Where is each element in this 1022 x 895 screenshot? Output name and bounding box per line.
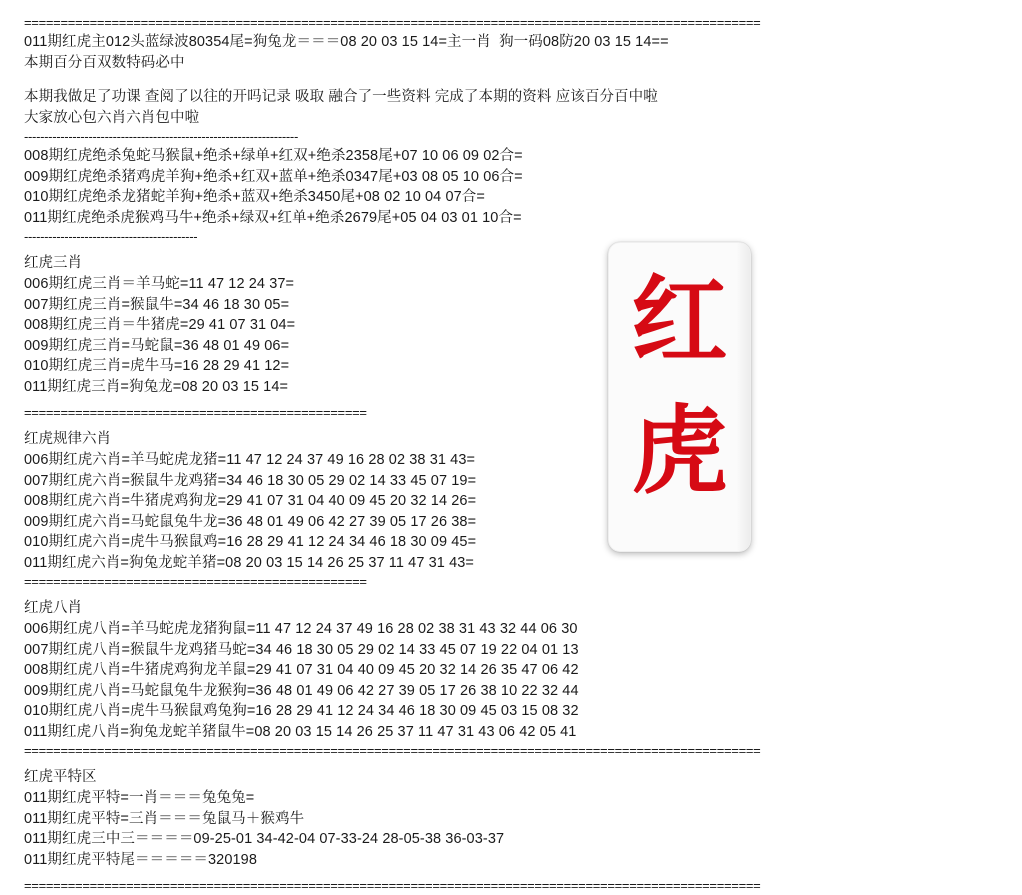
juesha-row: 008期红虎绝杀兔蛇马猴鼠+绝杀+绿单+红双+绝杀2358尾+07 10 06 09 02合= [24,148,523,164]
divider-equals-3: ===================================================================================================== [24,743,761,758]
intro-line-4: 大家放心包六肖六肖包中啦 [24,109,200,126]
baxiao-title: 红虎八肖 [24,600,82,616]
pingte-row: 011期红虎平特=一肖＝＝＝兔兔兔= [24,790,255,806]
spacer [24,422,984,429]
sanxiao-row: 009期红虎三肖=马蛇鼠=36 48 01 49 06= [24,337,290,354]
intro-line-3: 本期我做足了功课 查阅了以往的开吗记录 吸取 融合了一些资料 完成了本期的资料 应该百分百中啦 [24,89,658,105]
spacer [24,397,984,404]
juesha-section [24,146,984,228]
sanxiao-row: 008期红虎三肖＝牛猪虎=29 41 07 31 04= [24,317,296,333]
spacer [24,73,984,87]
pingte-section [24,767,984,870]
sanxiao-row: 007期红虎三肖=猴鼠牛=34 46 18 30 05= [24,296,290,313]
baxiao-section [24,598,984,742]
pingte-row: 011期红虎平特尾＝＝＝＝＝320198 [24,851,258,868]
document-body [24,14,984,895]
sanxiao-row: 006期红虎三肖＝羊马蛇=11 47 12 24 37= [24,276,295,292]
spacer [24,870,984,877]
juesha-row: 010期红虎绝杀龙猪蛇羊狗+绝杀+蓝双+绝杀3450尾+08 02 10 04 07合= [24,189,485,205]
pingte-row: 011期红虎三中三＝＝＝＝09-25-01 34-42-04 07-33-24 28-05-38 36-03-37 [24,831,505,847]
liuxiao-row: 007期红虎六肖=猴鼠牛龙鸡猪=34 46 18 30 05 29 02 14 33 45 07 19= [24,472,477,489]
pingte-row: 011期红虎平特=三肖＝＝＝兔鼠马＋猴鸡牛 [24,810,305,827]
liuxiao-row: 010期红虎六肖=虎牛马猴鼠鸡=16 28 29 41 12 24 34 46 18 30 09 45= [24,534,477,550]
sanxiao-row: 011期红虎三肖=狗兔龙=08 20 03 15 14= [24,378,289,395]
baxiao-row: 007期红虎八肖=猴鼠牛龙鸡猪马蛇=34 46 18 30 05 29 02 14 33 45 07 19 22 04 01 13 [24,641,579,658]
intro-section-2 [24,87,984,128]
liuxiao-title: 红虎规律六肖 [24,431,111,447]
sanxiao-row: 010期红虎三肖=虎牛马=16 28 29 41 12= [24,358,290,374]
liuxiao-row: 009期红虎六肖=马蛇鼠兔牛龙=36 48 01 49 06 42 27 39 05 17 26 38= [24,513,477,530]
intro-line-2: 本期百分百双数特码必中 [24,54,185,71]
sanxiao-title: 红虎三肖 [24,255,82,271]
liuxiao-row: 011期红虎六肖=狗兔龙蛇羊猪=08 20 03 15 14 26 25 37 11 47 31 43= [24,554,474,571]
divider-equals-2: =============================================== [24,574,367,589]
spacer [24,591,984,598]
liuxiao-section [24,429,984,573]
tiger-glyph-hu: 虎 [631,395,728,507]
baxiao-row: 008期红虎八肖=牛猪虎鸡狗龙羊鼠=29 41 07 31 04 40 09 45 20 32 14 26 35 47 06 42 [24,662,579,678]
tiger-glyph-hong: 红 [631,265,728,377]
divider-dash-2: ------------------------------------------- [24,229,198,244]
baxiao-row: 006期红虎八肖=羊马蛇虎龙猪狗鼠=11 47 12 24 37 49 16 28 02 38 31 43 32 44 06 30 [24,621,578,637]
intro-line-1: 011期红虎主012头蓝绿波80354尾=狗兔龙＝＝＝08 20 03 15 14=主一肖 狗一码08防20 03 15 14== [24,34,669,50]
liuxiao-row: 008期红虎六肖=牛猪虎鸡狗龙=29 41 07 31 04 40 09 45 20 32 14 26= [24,493,477,509]
card-shading [736,243,750,551]
baxiao-row: 011期红虎八肖=狗兔龙蛇羊猪鼠牛=08 20 03 15 14 26 25 37 11 47 31 43 06 42 05 41 [24,723,577,740]
red-tiger-card [608,242,751,552]
pingte-title: 红虎平特区 [24,769,97,785]
divider-dash-1: -------------------------------------------------------------------- [24,129,298,144]
divider-equals-bottom: ===================================================================================================== [24,878,761,893]
juesha-row: 009期红虎绝杀猪鸡虎羊狗+绝杀+红双+蓝单+绝杀0347尾+03 08 05 10 06合= [24,168,523,185]
spacer [24,760,984,767]
baxiao-row: 010期红虎八肖=虎牛马猴鼠鸡兔狗=16 28 29 41 12 24 34 46 18 30 09 45 03 15 08 32 [24,703,579,719]
divider-equals-top: ===================================================================================================== [24,15,761,30]
liuxiao-row: 006期红虎六肖=羊马蛇虎龙猪=11 47 12 24 37 49 16 28 02 38 31 43= [24,452,476,468]
spacer [24,246,984,253]
juesha-row: 011期红虎绝杀虎猴鸡马牛+绝杀+绿双+红单+绝杀2679尾+05 04 03 01 10合= [24,209,522,226]
sanxiao-section [24,253,984,397]
divider-equals-1: =============================================== [24,405,367,420]
intro-section [24,32,984,73]
baxiao-row: 009期红虎八肖=马蛇鼠兔牛龙猴狗=36 48 01 49 06 42 27 39 05 17 26 38 10 22 32 44 [24,682,579,699]
